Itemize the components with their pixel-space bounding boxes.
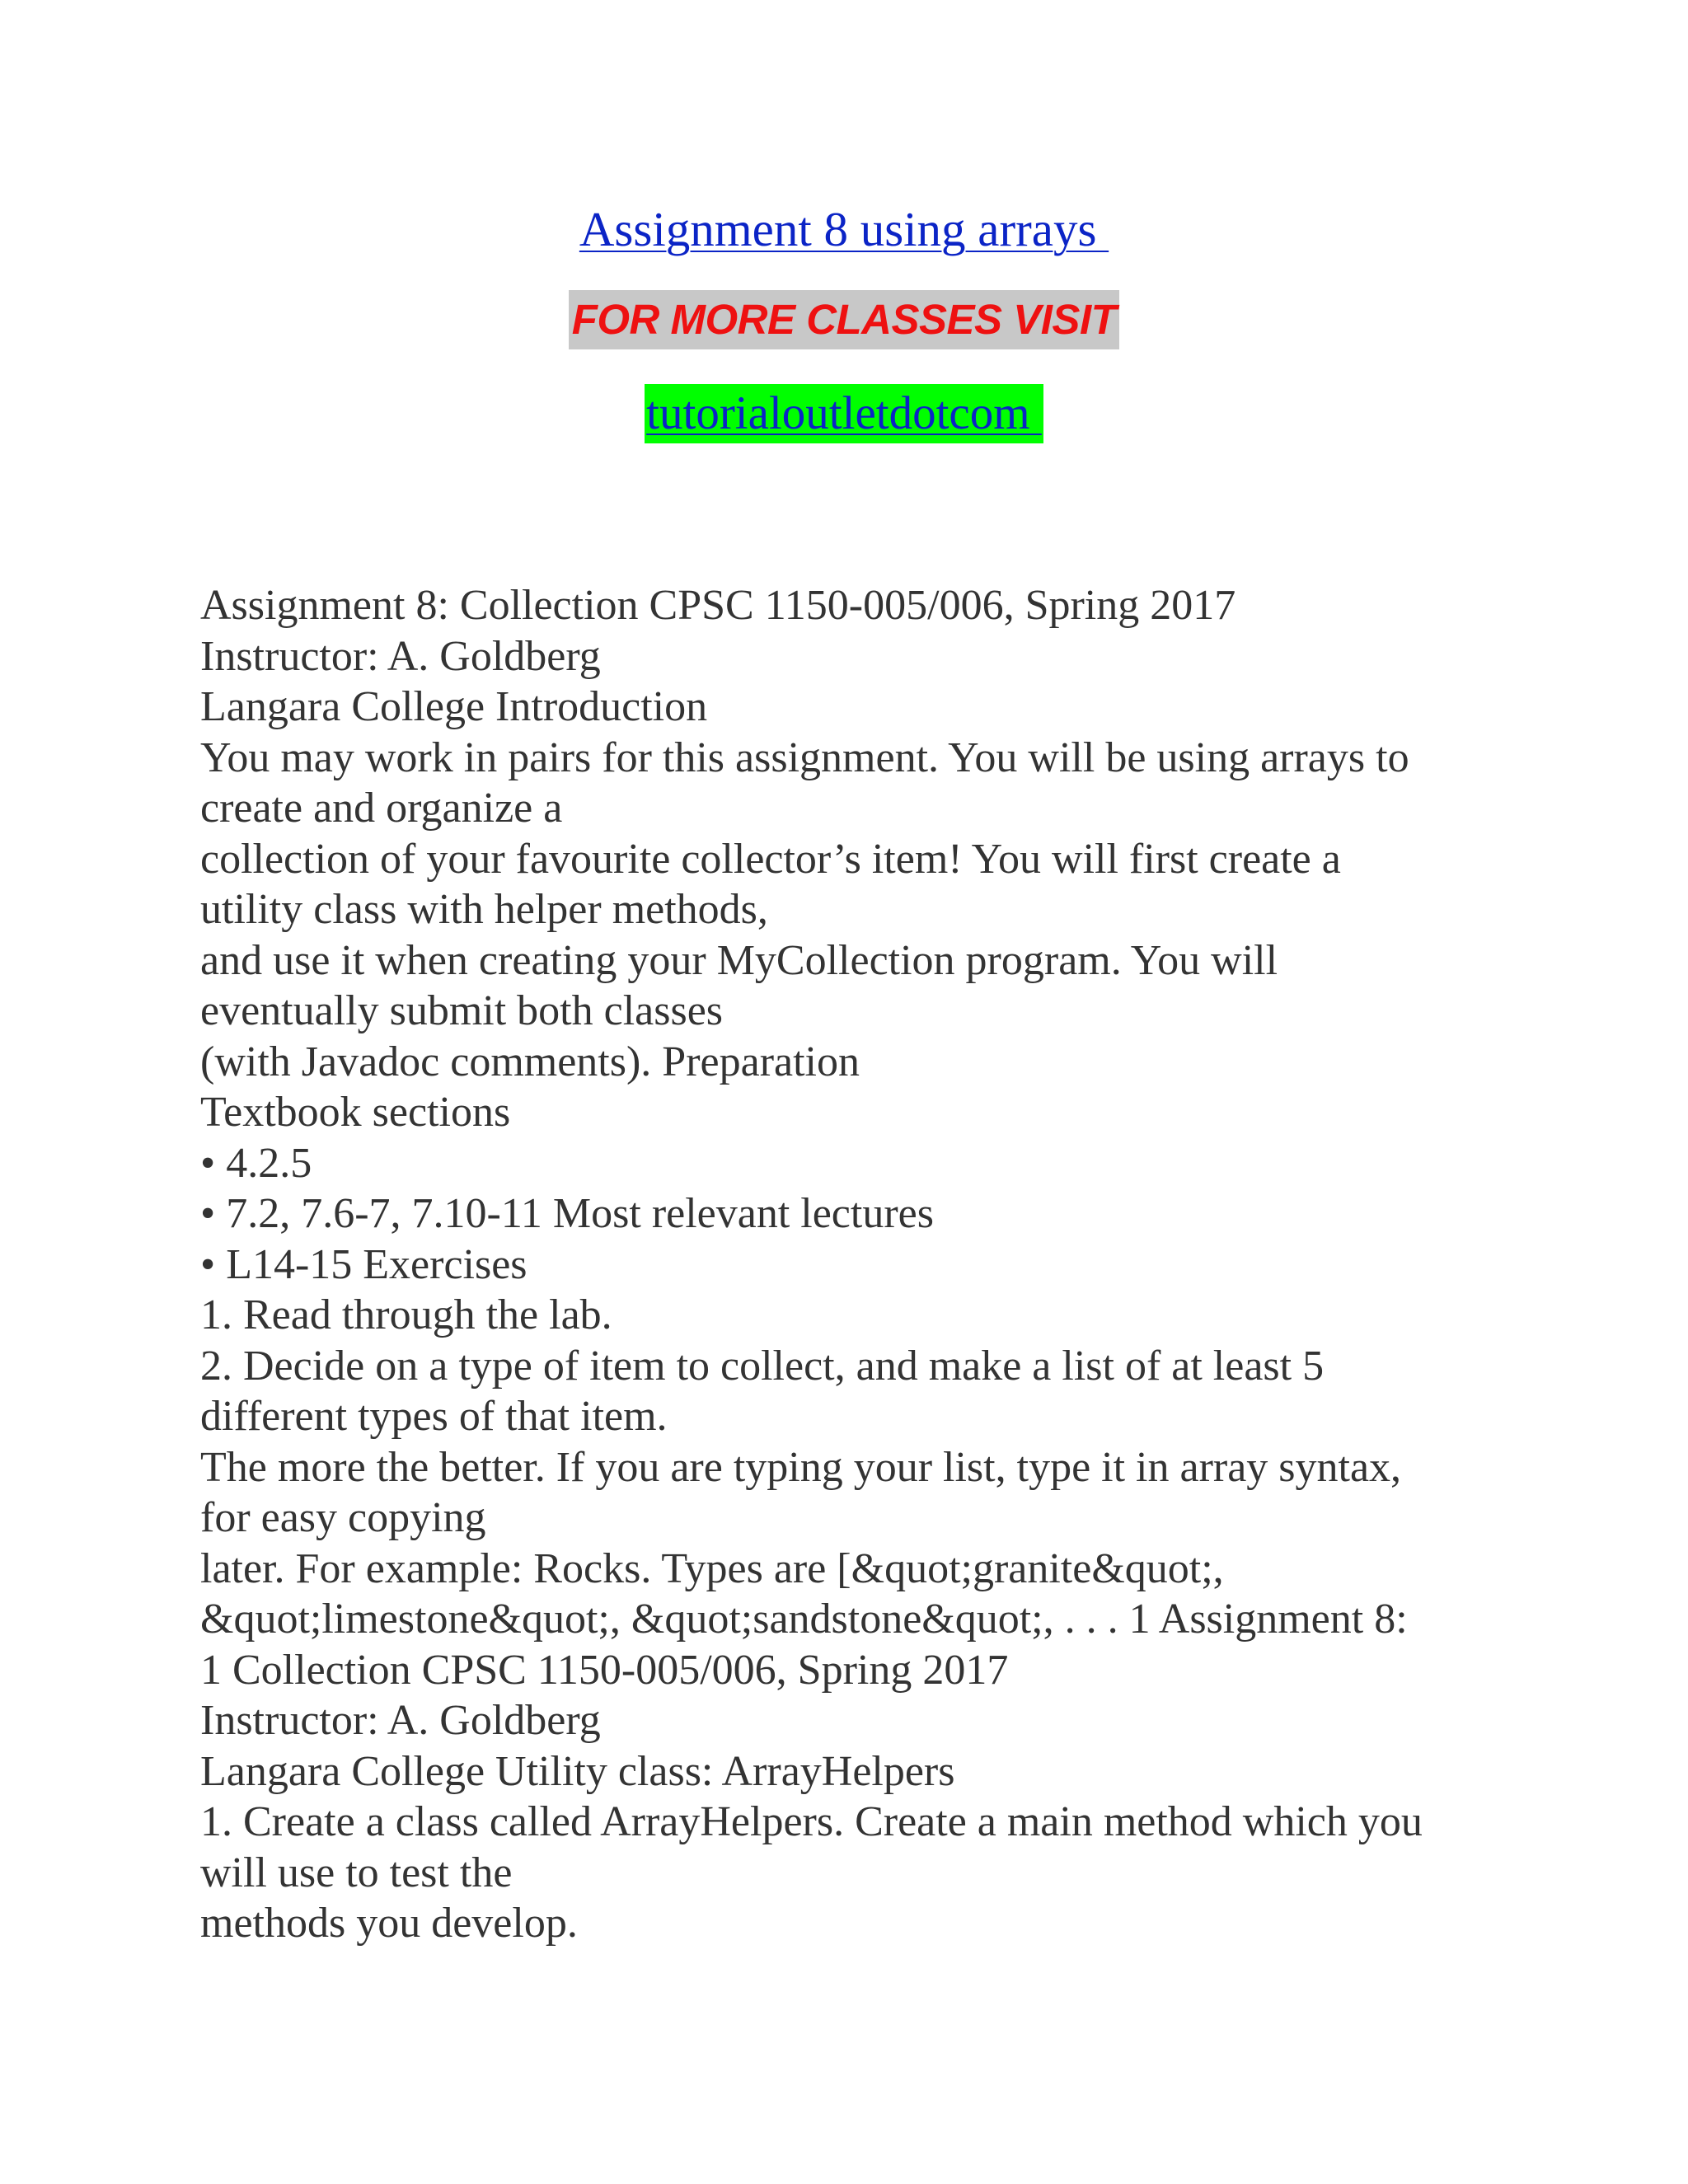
document-header: [0, 0, 1688, 462]
body-line: will use to test the: [200, 1849, 513, 1896]
site-banner: [0, 384, 1688, 443]
body-line: You may work in pairs for this assignment. You will be using arrays to: [200, 733, 1409, 781]
body-line: The more the better. If you are typing your list, type it in array syntax,: [200, 1443, 1402, 1491]
body-line: collection of your favourite collector’s item! You will first create a: [200, 835, 1341, 883]
bullet-item: • 4.2.5: [200, 1139, 312, 1187]
numbered-item: 1. Read through the lab.: [200, 1291, 612, 1338]
visit-label: FOR MORE CLASSES VISIT: [569, 290, 1120, 349]
bullet-item: • L14-15 Exercises: [200, 1240, 528, 1288]
body-line: utility class with helper methods,: [200, 886, 768, 933]
body-line: Textbook sections: [200, 1089, 511, 1136]
body-line: Langara College Utility class: ArrayHelpers: [200, 1747, 955, 1795]
body-line: Instructor: A. Goldberg: [200, 1697, 601, 1744]
body-line: 1 Collection CPSC 1150-005/006, Spring 2017: [200, 1646, 1009, 1694]
site-link[interactable]: tutorialoutletdotcom: [645, 384, 1043, 443]
bullet-item: • 7.2, 7.6-7, 7.10-11 Most relevant lectures: [200, 1190, 934, 1237]
numbered-item: 1. Create a class called ArrayHelpers. Create a main method which you: [200, 1798, 1423, 1845]
body-line: methods you develop.: [200, 1900, 578, 1947]
numbered-item: 2. Decide on a type of item to collect, and make a list of at least 5: [200, 1342, 1325, 1390]
body-line: and use it when creating your MyCollection program. You will: [200, 936, 1278, 984]
body-line: different types of that item.: [200, 1393, 668, 1440]
body-line: for easy copying: [200, 1494, 486, 1541]
body-line: (with Javadoc comments). Preparation: [200, 1038, 860, 1085]
body-line: &quot;limestone&quot;, &quot;sandstone&quot;, . . . 1 Assignment 8:: [200, 1596, 1408, 1643]
body-line: Langara College Introduction: [200, 683, 708, 730]
assignment-title-link[interactable]: Assignment 8 using arrays: [579, 202, 1109, 256]
visit-banner: [0, 290, 1688, 349]
body-line: Instructor: A. Goldberg: [200, 632, 601, 680]
body-line: later. For example: Rocks. Types are [&quot;granite&quot;,: [200, 1544, 1224, 1592]
body-line: eventually submit both classes: [200, 987, 724, 1034]
document-body: [200, 580, 1519, 1949]
body-line: Assignment 8: Collection CPSC 1150-005/006, Spring 2017: [200, 582, 1236, 629]
body-line: create and organize a: [200, 785, 563, 832]
